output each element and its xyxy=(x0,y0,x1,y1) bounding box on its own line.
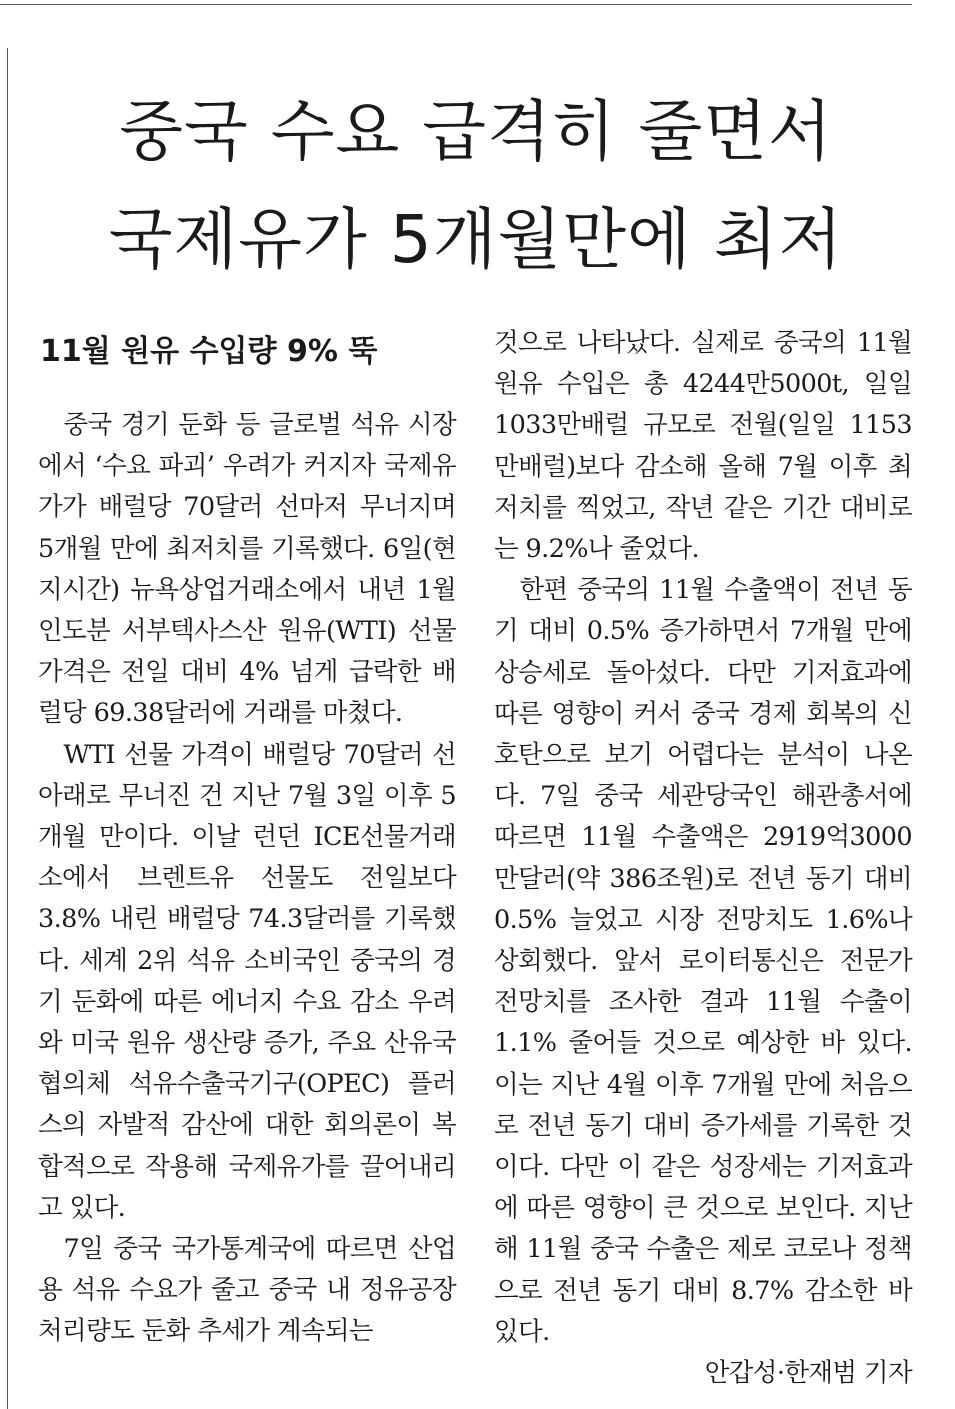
paragraph-3: 7일 중국 국가통계국에 따르면 산업용 석유 수요가 줄고 중국 내 정유공장 처리량도 둔화 추세가 계속되는 xyxy=(38,1234,456,1347)
article-subhead: 11월 원유 수입량 9% 뚝 xyxy=(40,334,378,369)
body-column-right xyxy=(494,323,912,1394)
paragraph-4: 한편 중국의 11월 수출액이 전년 동기 대비 0.5% 증가하면서 7개월 만에 상승세로 돌아섰다. 다만 기저효과에 따른 영향이 커서 중국 경제 회복의 신호탄으로 보기 어렵다는 분석이 나온다. 7일 중국 세관당국인 해관총서에 따르면 11월 수출액은 2919억3000만달러(약 386조원)로 전년 동기 대비 0.5% 늘었고 시장 전망치도 1.6%나 상회했다. 앞서 로이터통신은 전문가 전망치를 조사한 결과 11월 수출이 1.1% 줄어들 것으로 예상한 바 있다. 이는 지난 4월 이후 7개월 만에 처음으로 전년 동기 대비 증가세를 기록한 것이다. 다만 이 같은 성장세는 기저효과에 따른 영향이 큰 것으로 보인다. 지난해 11월 중국 수출은 제로 코로나 정책으로 전년 동기 대비 8.7% 감소한 바 있다. xyxy=(494,575,912,1347)
top-rule xyxy=(0,4,912,5)
body-column-left xyxy=(38,405,456,1353)
paragraph-3-continued: 것으로 나타났다. 실제로 중국의 11월 원유 수입은 총 4244만5000t, 일일 1033만배럴 규모로 전월(일일 1153만배럴)보다 감소해 올해 7월 이후 최저치를 찍었고, 작년 같은 기간 대비로는 9.2%나 줄었다. xyxy=(494,328,912,565)
headline-line-1: 중국 수요 급격히 줄면서 xyxy=(119,93,833,170)
paragraph-2: WTI 선물 가격이 배럴당 70달러 선 아래로 무너진 건 지난 7월 3일 이후 5개월 만이다. 이날 런던 ICE선물거래소에서 브렌트유 선물도 전일보다 3.8% 내린 배럴당 74.3달러를 기록했다. 세계 2위 석유 소비국인 중국의 경기 둔화에 따른 에너지 수요 감소 우려와 미국 원유 생산량 증가, 주요 산유국 협의체 석유수출국기구(OPEC) 플러스의 자발적 감산에 대한 회의론이 복합적으로 작용해 국제유가를 끌어내리고 있다. xyxy=(38,739,456,1223)
headline-line-2: 국제유가 5개월만에 최저 xyxy=(108,201,844,278)
paragraph-1: 중국 경기 둔화 등 글로벌 석유 시장에서 ‘수요 파괴’ 우려가 커지자 국제유가가 배럴당 70달러 선마저 무너지며 5개월 만에 최저치를 기록했다. 6일(현지시간) 뉴욕상업거래소에서 내년 1월 인도분 서부텍사스산 원유(WTI) 선물 가격은 전일 대비 4% 넘게 급락한 배럴당 69.38달러에 거래를 마쳤다. xyxy=(38,410,456,729)
article-headline xyxy=(40,78,912,294)
byline: 안갑성·한재범 기자 xyxy=(704,1358,912,1389)
left-column-rule xyxy=(7,48,8,1409)
